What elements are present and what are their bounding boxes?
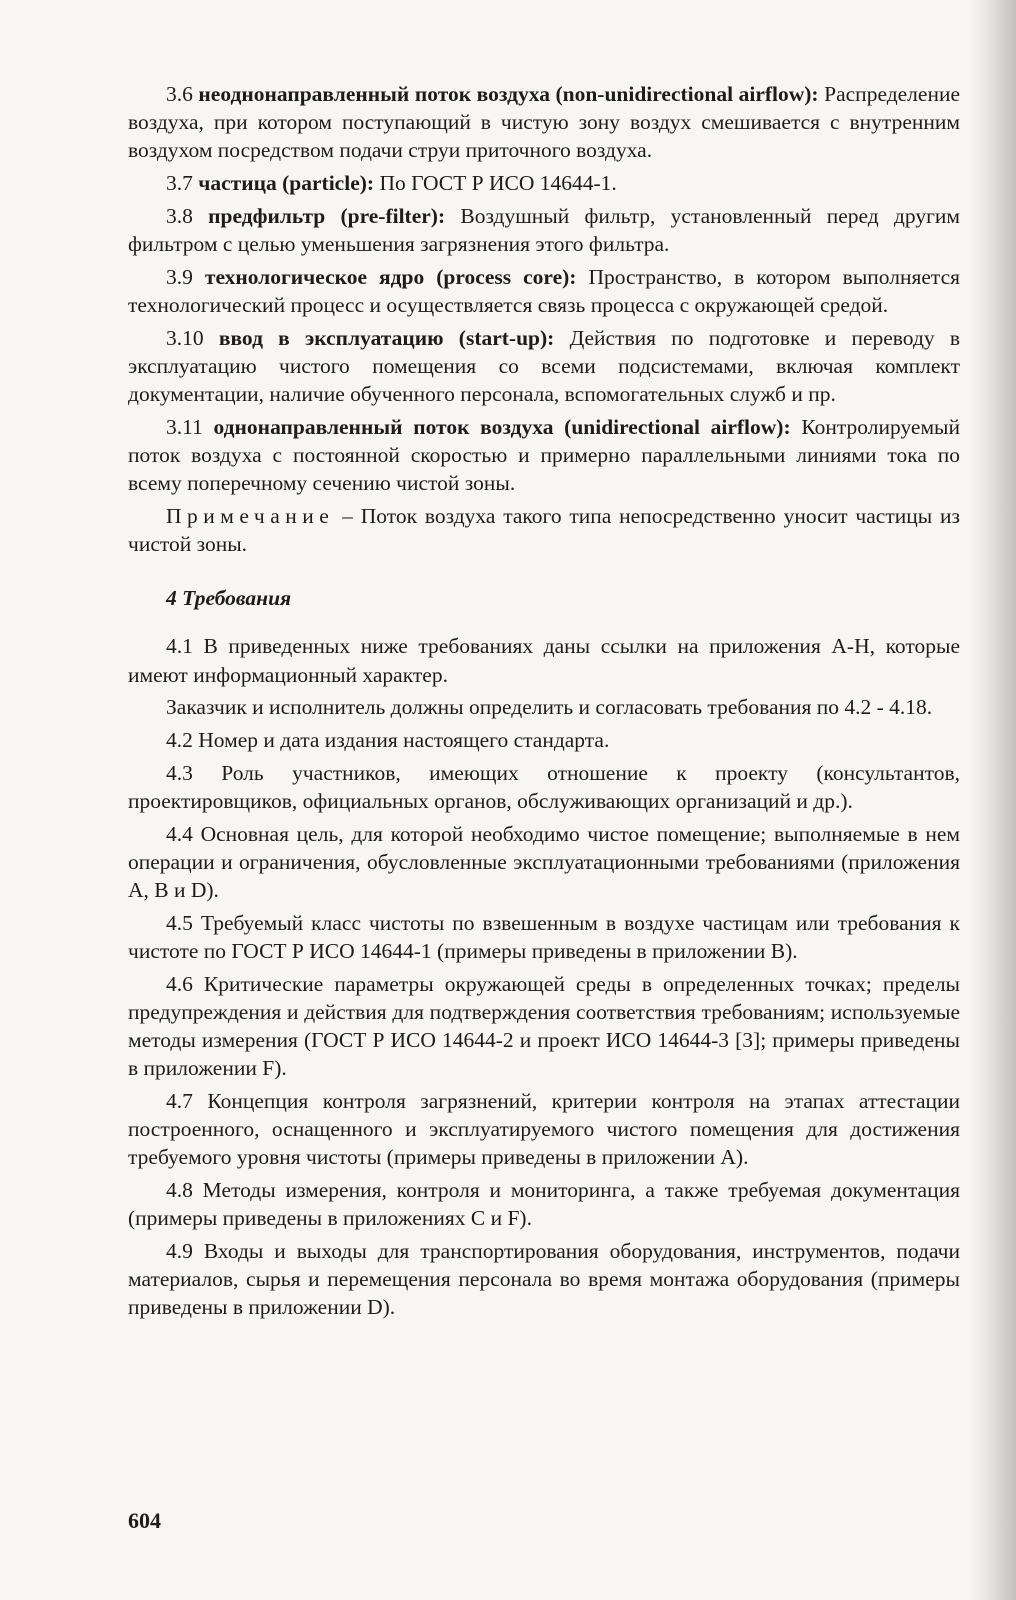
requirement-4-8: 4.8 Методы измерения, контроля и мониторинга, а также требуемая документация (примеры приведены в приложениях С и F). bbox=[128, 1178, 960, 1231]
note-text: – Поток воздуха такого типа непосредственно уносит частицы из чистой зоны. bbox=[128, 503, 960, 557]
definition-number: 3.11 bbox=[166, 414, 203, 439]
page-number: 604 bbox=[128, 1508, 161, 1533]
definition-number: 3.10 bbox=[166, 325, 204, 350]
definition-3-10 bbox=[128, 324, 960, 409]
requirement-agreement: Заказчик и исполнитель должны определить и согласовать требования по 4.2 - 4.18. bbox=[166, 695, 933, 720]
page-edge-shadow bbox=[970, 0, 1016, 1600]
definition-term: ввод в эксплуатацию (start-up): bbox=[218, 325, 555, 350]
definition-text: Распределение воздуха, при котором поступающий в чистую зону воздух смешивается с внутренним воздухом посредством подачи струи приточного воздуха. bbox=[128, 82, 961, 163]
requirement-4-3: 4.3 Роль участников, имеющих отношение к проекту (консультантов, проектировщиков, официальных органов, обслуживающих организаций и др.). bbox=[128, 760, 960, 813]
note-paragraph bbox=[128, 502, 960, 558]
definition-text: Действия по подготовке и переводу в эксплуатацию чистого помещения со всеми подсистемами, включая комплект документации, наличие обученного персонала, вспомогательных служб и пр. bbox=[128, 325, 961, 407]
section-heading: 4 Требования bbox=[166, 586, 292, 611]
definition-text: Воздушный фильтр, установленный перед другим фильтром с целью уменьшения загрязнения этого фильтра. bbox=[128, 203, 961, 257]
requirement-4-2: 4.2 Номер и дата издания настоящего стандарта. bbox=[166, 728, 610, 753]
note-label: Примечание bbox=[166, 503, 335, 528]
definition-term: частица (particle): bbox=[198, 171, 375, 196]
definition-term: неоднонаправленный поток воздуха (non-unidirectional airflow): bbox=[198, 82, 819, 106]
definition-term: технологическое ядро (process core): bbox=[204, 264, 577, 289]
requirement-4-6: 4.6 Критические параметры окружающей среды в определенных точках; пределы предупреждения и действия для подтверждения соответствия требованиям; используемые методы измерения (ГОСТ Р ИСО 14644-2 и проект ИСО 14644-3 [3]; примеры приведены в приложении F). bbox=[128, 971, 960, 1081]
definition-text: Контролируемый поток воздуха с постоянной скоростью и примерно параллельными линиями тока по всему поперечному сечению чистой зоны. bbox=[128, 414, 961, 496]
definition-text: Пространство, в котором выполняется технологический процесс и осуществляется связь процесса с окружающей средой. bbox=[128, 264, 961, 317]
requirement-4-7: 4.7 Концепция контроля загрязнений, критерии контроля на этапах аттестации построенного, оснащенного и эксплуатируемого чистого помещения для достижения требуемого уровня чистоты (примеры приведены в приложении А). bbox=[128, 1089, 960, 1170]
definition-term: однонаправленный поток воздуха (unidirectional airflow): bbox=[213, 414, 791, 439]
definition-3-11 bbox=[128, 413, 960, 498]
definition-3-9 bbox=[128, 263, 960, 319]
definition-number: 3.8 bbox=[166, 203, 193, 228]
requirement-4-9: 4.9 Входы и выходы для транспортирования оборудования, инструментов, подачи материалов, сырья и перемещения персонала во время монтажа оборудования (примеры приведены в приложении D). bbox=[128, 1239, 960, 1320]
definition-3-8 bbox=[128, 202, 960, 258]
definition-text: По ГОСТ Р ИСО 14644-1. bbox=[379, 171, 617, 196]
definition-number: 3.6 bbox=[166, 82, 193, 106]
definition-number: 3.7 bbox=[166, 171, 193, 196]
requirement-4-4: 4.4 Основная цель, для которой необходимо чистое помещение; выполняемые в нем операции и ограничения, обусловленные эксплуатационными требованиями (приложения А, В и D). bbox=[128, 821, 960, 903]
requirement-4-5: 4.5 Требуемый класс чистоты по взвешенным в воздухе частицам или требования к чистоте по ГОСТ Р ИСО 14644-1 (примеры приведены в приложении В). bbox=[128, 910, 960, 963]
definition-term: предфильтр (pre-filter): bbox=[208, 203, 446, 228]
definition-3-6 bbox=[128, 80, 960, 165]
requirement-4-1: 4.1 В приведенных ниже требованиях даны ссылки на приложения А-Н, которые имеют информационный характер. bbox=[128, 634, 960, 687]
definition-number: 3.9 bbox=[166, 264, 193, 289]
definition-3-7 bbox=[128, 169, 960, 197]
page-content bbox=[128, 80, 960, 1326]
